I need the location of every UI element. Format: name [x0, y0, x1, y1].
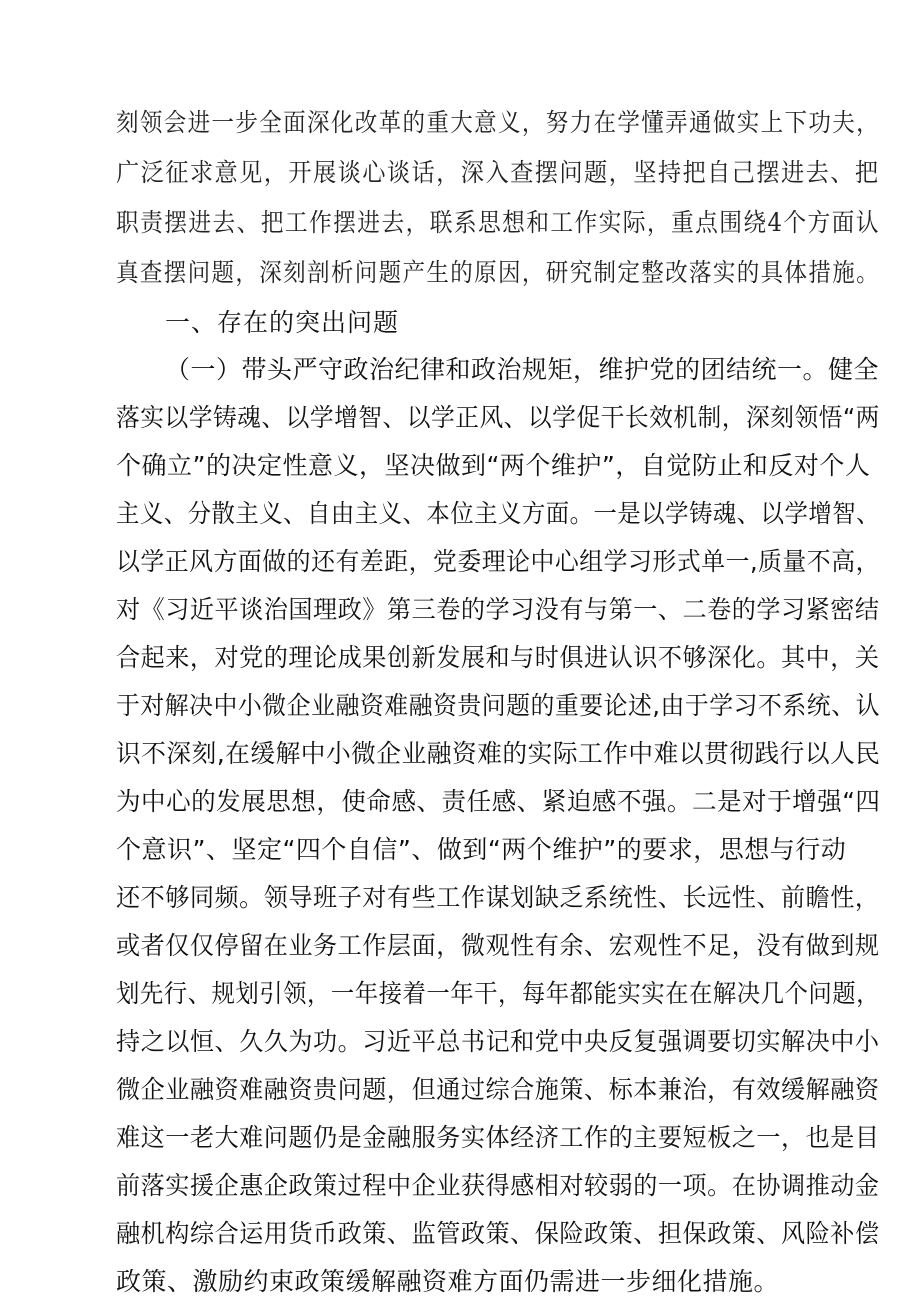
body-line-19: 融机构综合运用货币政策、监管政策、保险政策、担保政策、风险补偿 [116, 1219, 880, 1248]
intro-line-2: 广泛征求意见，开展谈心谈话，深入查摆问题，坚持把自己摆进去、把 [116, 158, 880, 187]
intro-line-1: 刻领会进一步全面深化改革的重大意义，努力在学懂弄通做实上下功夫， [116, 108, 880, 137]
body-line-3: 个确立”的决定性意义，坚决做到“两个维护”，自觉防止和反对个人 [116, 451, 871, 480]
body-line-10: 为中心的发展思想，使命感、责任感、紧迫感不强。二是对于增强“四 [116, 787, 881, 816]
body-line-18: 前落实援企惠企政策过程中企业获得感相对较弱的一项。在协调推动金 [116, 1171, 880, 1200]
intro-line-3: 职责摆进去、把工作摆进去，联系思想和工作实际，重点围绕4个方面认 [116, 208, 880, 237]
body-line-8: 于对解决中小微企业融资难融资贵问题的重要论述,由于学习不系统、认 [116, 691, 880, 720]
body-line-12: 还不够同频。领导班子对有些工作谋划缺乏系统性、长远性、前瞻性， [116, 883, 880, 912]
body-line-2: 落实以学铸魂、以学增智、以学正风、以学促干长效机制，深刻领悟“两 [116, 403, 880, 432]
body-line-17: 难这一老大难问题仍是金融服务实体经济工作的主要短板之一，也是目 [116, 1123, 880, 1152]
body-line-15: 持之以恒、久久为功。习近平总书记和党中央反复强调要切实解决中小 [116, 1027, 880, 1056]
body-line-11: 个意识”、坚定“四个自信”、做到“两个维护”的要求，思想与行动 [116, 835, 847, 864]
intro-line-4: 真查摆问题，深刻剖析问题产生的原因，研究制定整改落实的具体措施。 [116, 258, 880, 287]
body-line-14: 划先行、规划引领，一年接着一年干，每年都能实实在在解决几个问题， [116, 979, 881, 1008]
body-line-4: 主义、分散主义、自由主义、本位主义方面。一是以学铸魂、以学增智、 [116, 499, 881, 528]
body-line-16: 微企业融资难融资贵问题，但通过综合施策、标本兼治，有效缓解融资 [116, 1075, 880, 1104]
body-line-20: 政策、激励约束政策缓解融资难方面仍需进一步细化措施。 [116, 1267, 780, 1296]
body-line-6: 对《习近平谈治国理政》第三卷的学习没有与第一、二卷的学习紧密结 [116, 595, 880, 624]
body-line-1: （一）带头严守政治纪律和政治规矩，维护党的团结统一。健全 [165, 355, 880, 384]
body-line-5: 以学正风方面做的还有差距，党委理论中心组学习形式单一,质量不高， [116, 547, 880, 576]
body-line-7: 合起来，对党的理论成果创新发展和与时俱进认识不够深化。其中，关 [116, 643, 880, 672]
body-line-9: 识不深刻,在缓解中小微企业融资难的实际工作中难以贯彻践行以人民 [116, 739, 881, 768]
section-heading: 一、存在的突出问题 [165, 308, 400, 337]
body-line-13: 或者仅仅停留在业务工作层面，微观性有余、宏观性不足，没有做到规 [116, 931, 880, 960]
